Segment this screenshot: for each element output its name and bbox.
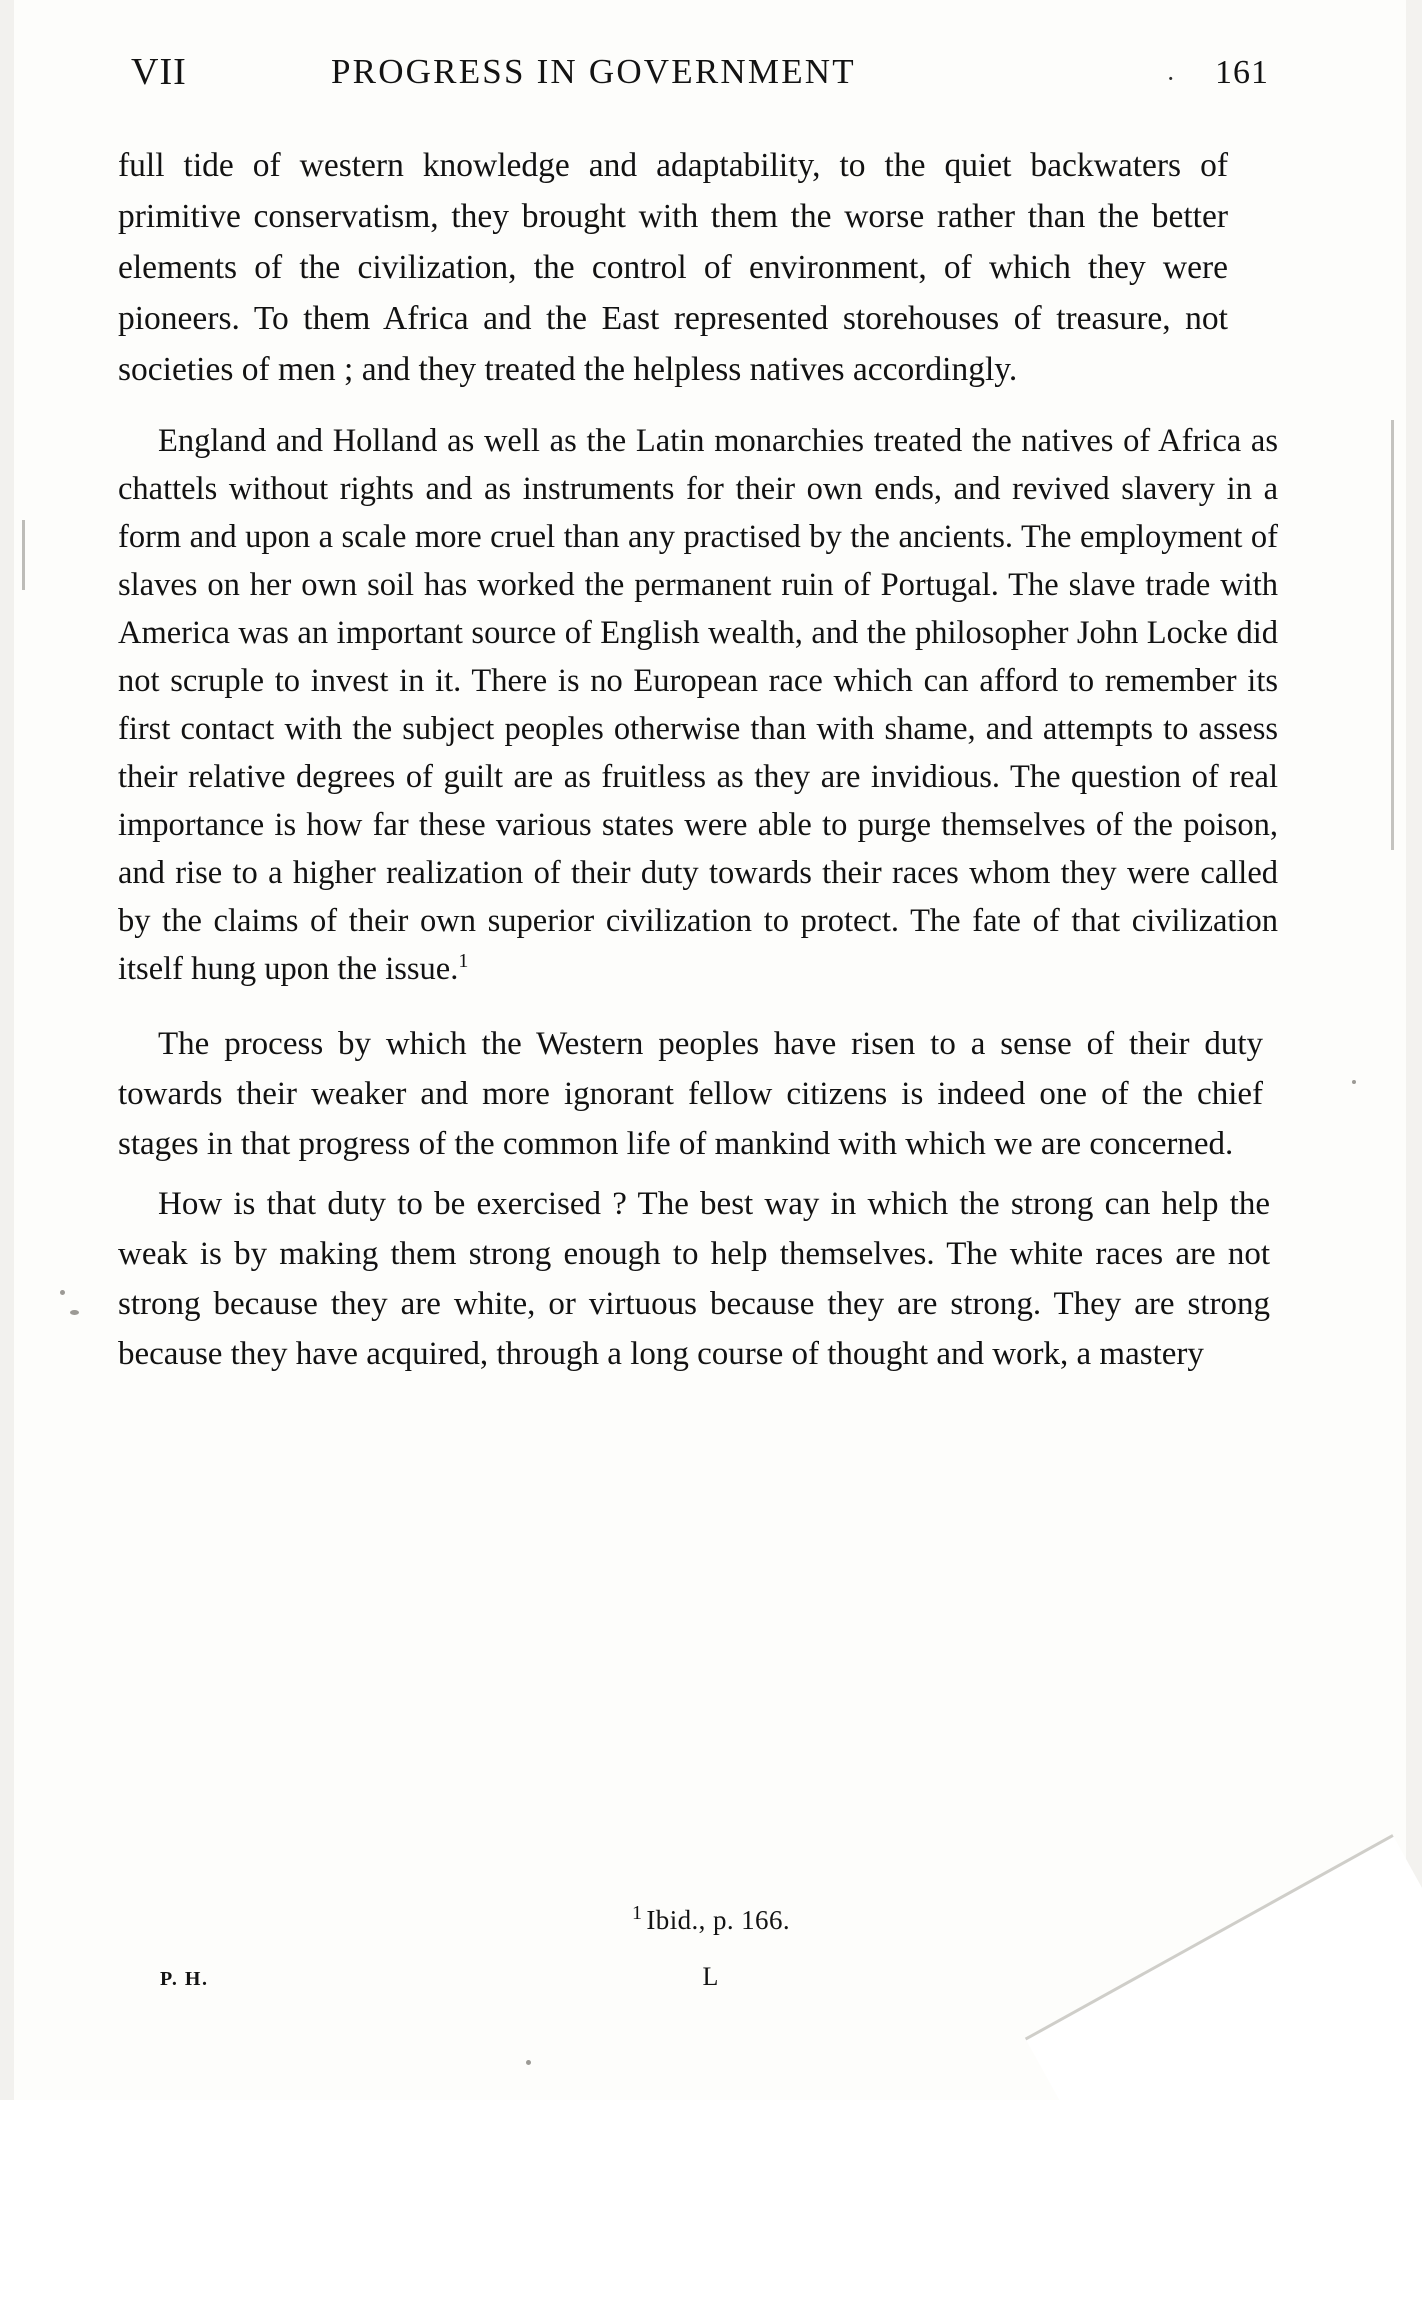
scan-speck bbox=[60, 1290, 65, 1295]
chapter-number: VII bbox=[131, 51, 187, 93]
scan-artifact-right bbox=[1391, 420, 1394, 850]
paragraph-3: The process by which the Western peoples have risen to a sense of their duty towards their weaker and more ignorant fellow citizens is indeed one of the chief stages in that progress of the common life of mankind with which we are concerned. bbox=[118, 1026, 1263, 1162]
footnote-marker: 1 bbox=[632, 1902, 643, 1924]
scan-artifact-left bbox=[22, 520, 25, 590]
page-header bbox=[0, 50, 1422, 102]
scan-speck bbox=[70, 1310, 79, 1315]
running-title: PROGRESS IN GOVERNMENT bbox=[331, 52, 856, 91]
paragraph-2 bbox=[118, 417, 1278, 993]
printer-mark: P. H. bbox=[160, 1968, 209, 1990]
footnote-text: Ibid., p. 166. bbox=[646, 1905, 790, 1935]
paragraph-2-text: England and Holland as well as the Latin monarchies treated the natives of Africa as chattels without rights and as instruments for their own ends, and revived slavery in a form and upon a scale more cruel than any practised by the ancients. The employment of slaves on her own soil has worked the permanent ruin of Portugal. The slave trade with America was an important source of English wealth, and the philosopher John Locke did not scruple to invest in it. There is no European race which can afford to remember its first contact with the subject peoples otherwise than with shame, and attempts to assess their relative degrees of guilt are as fruitless as they are invidious. The question of real importance is how far these various states were able to purge themselves of the poison, and rise to a higher realization of their duty towards their races whom they were called by the claims of their own superior civilization to protect. The fate of that civilization itself hung upon the issue. bbox=[118, 423, 1278, 987]
signature-mark: L bbox=[702, 1962, 720, 1991]
page-number-marker: · bbox=[1166, 64, 1175, 93]
scan-speck bbox=[1352, 1080, 1356, 1084]
footnote-reference: 1 bbox=[458, 950, 469, 973]
paragraph-4: How is that duty to be exercised ? The best way in which the strong can help the weak is by making them strong enough to help themselves. The white races are not strong because they are white, or virtuous because they are strong. They are strong because they have acquired, through a long course of thought and work, a mastery bbox=[118, 1186, 1270, 1372]
scan-speck bbox=[526, 2060, 531, 2065]
page-header-inner bbox=[131, 50, 1291, 102]
page-number: 161 bbox=[1215, 54, 1269, 91]
paragraph-1: full tide of western knowledge and adaptability, to the quiet backwaters of primitive conservatism, they brought with them the worse rather than the better elements of the civilization, the control of environment, of which they were pioneers. To them Africa and the East represented storehouses of treasure, not societies of men ; and they treated the helpless natives accordingly. bbox=[118, 147, 1228, 388]
footnote bbox=[0, 1902, 1422, 1936]
paper-edge-left bbox=[0, 0, 14, 2100]
paper-edge-right bbox=[1406, 0, 1422, 2100]
body-text-column bbox=[118, 140, 1293, 1379]
